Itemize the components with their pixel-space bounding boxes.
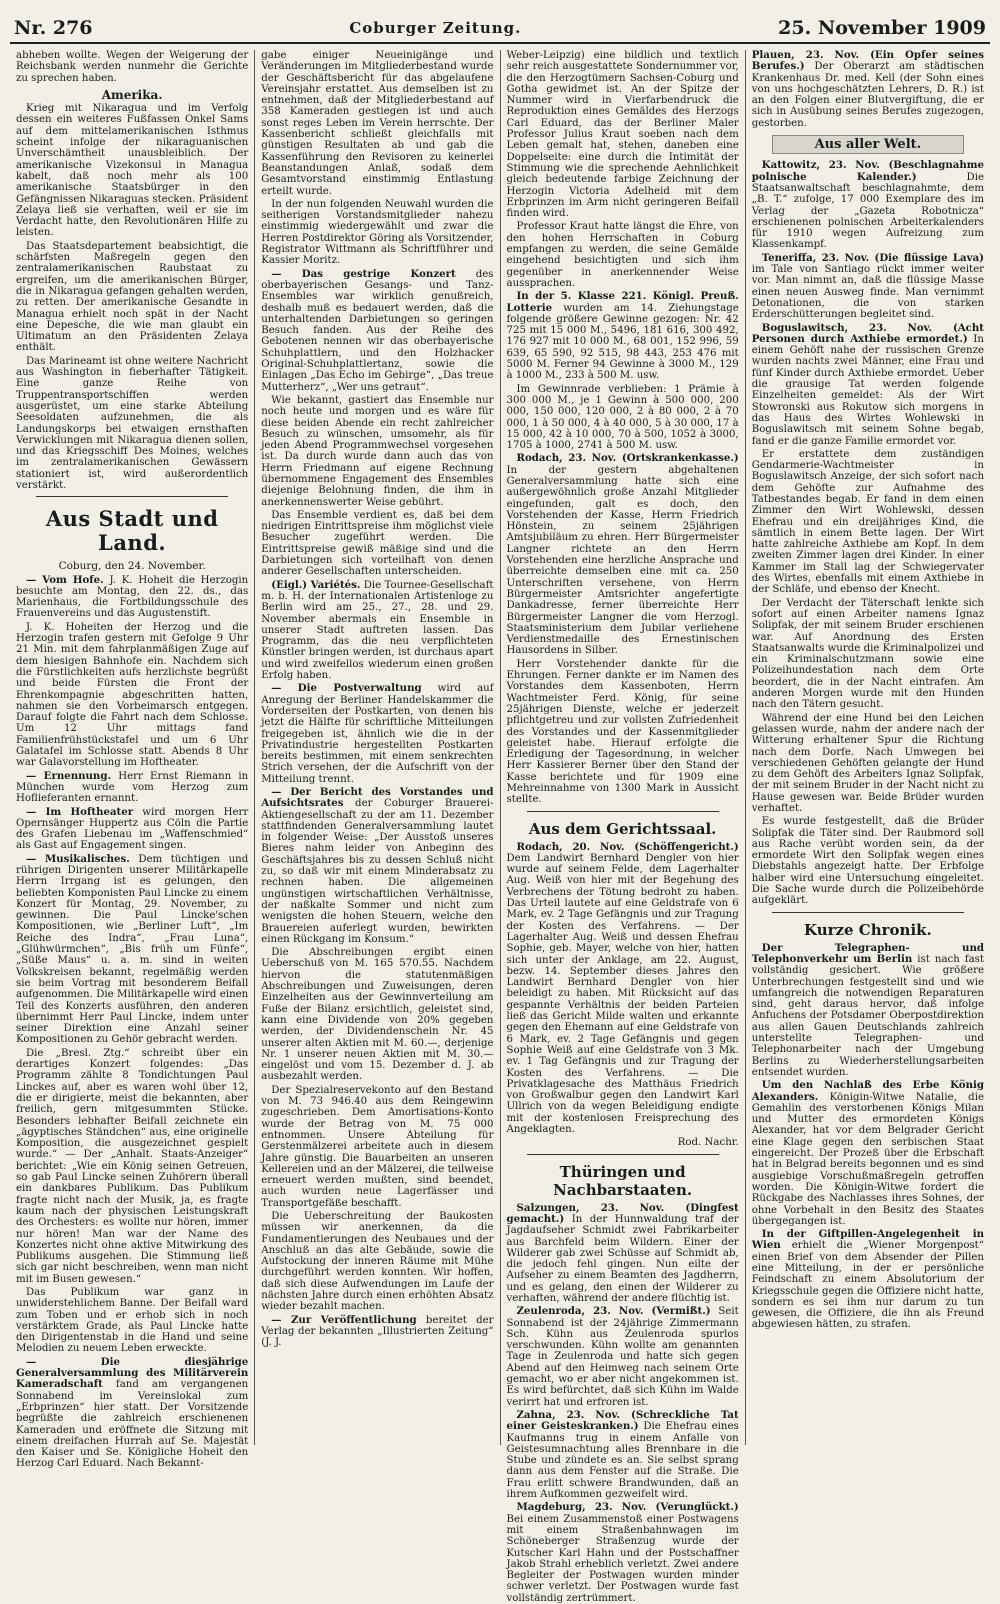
- article-text: Während der eine Hund bei den Leichen gelassen wurde, nahm der andere nach der Witterung erhaltener Spur die Richtung nach dem Dorfe. Nach Umwegen bei verschiedenen Gehöften gelangte der Hund zu dem Gehöft des Arbeiters Ignaz Solipfak, der mit seinem Bruder in der Nacht nicht zu Hause gewesen war. Beide Brüder wurden verhaftet.: [751, 712, 984, 814]
- section-heading-gerichtssaal: Aus dem Gerichtssaal.: [528, 819, 717, 838]
- item-heading: Boguslawitsch, 23. Nov. (Acht Personen durch Axthiebe ermordet.): [751, 321, 984, 345]
- issue-number: Nr. 276: [14, 17, 93, 39]
- section-heading-amerika: Amerika.: [101, 87, 163, 102]
- item-heading: — Die diesjährige Generalversammlung des Militärverein Kameradschaft: [16, 1355, 249, 1391]
- article-text: Krieg mit Nikaragua und im Verfolg dessen ein weiteres Fußfassen Onkel Sams auf dem mittelamerikanischen Isthmus scheint infolge der nikaraguanischen Unverschämtheit unausbleiblich. Der amerikanische Vizekonsul in Managua kabelt, daß noch mehr als 100 amerikanische Staatsbürger in den Gefängnissen Nikaraguas stecken. Präsident Zelaya ließ sie verhaften, weil er sie im Verdacht hatte, den Revolutionären Hilfe zu leisten.: [16, 103, 249, 239]
- item-heading: — Im Hoftheater: [26, 805, 134, 818]
- article-text: Weber-Leipzig) eine bildlich und textlich sehr reich ausgestattete Sondernummer vor, die den Herzogtümern Sachsen-Coburg und Gotha gewidmet ist. An der Spitze der Nummer wird in Vierfarbendruck die Reproduktion eines Gemäldes des Herzogs Carl Eduard, das der Berliner Maler Professor Julius Kraut soeben nach dem Leben gemalt hat, stehen, daneben eine Doppelseite: eine durch die Intimität der Stimmung wie die sprechende Aehnlichkeit gleich bedeutende farbige Zeichnung der Herzogin Victoria Adelheid mit dem Erbprinzen im Arm nicht geringeren Beifall finden wird.: [506, 50, 739, 220]
- article-text: des oberbayerischen Gesangs- und Tanz-Ensembles war wirklich genußreich, deshalb muß es bedauert werden, daß die unterhaltenden Darbietungen so geringen Besuch fanden. Aus der Reihe des Gebotenen nennen wir das oberbayerische Schuhplattlern, und den Holzhacker Original-Schuhplattlertanz, sowie die Einlagen „Das Echo im Gebirge“, „Das treue Mutterherz“, „Wer uns getraut“.: [261, 268, 494, 393]
- article-text: In der gestern abgehaltenen Generalversammlung hatte sich eine außergewöhnlich große Anzahl Mitglieder eingefunden, galt es doch, den Vorstehenden der Kasse, Herrn Friedrich Hönstein, zu seinem 25jährigen Amtsjubiläum zu ehren. Herr Bürgermeister Langner richtete an den Herrn Vorstehenden eine herzliche Ansprache und überreichte demselben eine mit ca. 250 Unterschriften versehene, von Herrn Bürgermeister Amtsrichter angefertigte Dankadresse, ferner überreichte Herr Bürgermeister Langner die vom Herzogl. Staatsministerium dem Jubilar verliehene Verdienstmedaille des Ernestinischen Hausordens in Silber.: [506, 464, 739, 657]
- article-text: Wie bekannt, gastiert das Ensemble nur noch heute und morgen und es wäre für diese beiden Abende ein recht zahlreicher Besuch zu wünschen, umsomehr, als für jeden Abend Programmwechsel vorgesehen ist. Da durch wurde dann auch das von Herrn Friedmann auf eigene Rechnung übernommene Engagement des Ensembles diejenige Belohnung finden, die ihm in anerkennenswerter Weise gebührt.: [261, 394, 494, 508]
- article-text: Dem tüchtigen und rührigen Dirigenten unserer Militärkapelle Herrn Irrgang ist es gelungen, den beliebten Komponisten Paul Lincke zu einem Konzert für Montag, 29. November, zu gewinnen. Die Paul Lincke'schen Kompositionen, wie „Berliner Luft“, „Im Reiche des Indra“, „Frau Luna“, „Glühwürmchen“, „Bis früh um Fünfe“, „Süße Maus“ u. a. m. sind in weiten Volkskreisen bekannt, regelmäßig werden sie beim Vortrag mit besonderem Beifall aufgenommen. Die Militärkapelle wird einen Teil des Konzerts ausführen, den anderen übernimmt Herr Paul Lincke, indem unter seiner Direktion eine Anzahl seiner Kompositionen zu Gehör gebracht werden.: [16, 853, 249, 1046]
- item-heading: — Das gestrige Konzert: [271, 267, 456, 280]
- article-text: J. K. Hoheiten der Herzog und die Herzogin trafen gestern mit Gefolge 9 Uhr 21 Min. mit dem fahrplanmäßigen Zuge auf dem hiesigen Bahnhofe ein. Nachdem sich die Fürstlichkeiten aufs herzlichste begrüßt und beide Fürsten die Front der Ehrenkompagnie abgeschritten hatten, nahmen sie den Vorbeimarsch entgegen. Darauf folgte die Fahrt nach dem Schlosse. Um 12 Uhr mittags fand Familienfrühstückstafel und um 6 Uhr Galatafel im Schlosse statt. Abends 8 Uhr war Galavorstellung im Hoftheater.: [16, 621, 249, 769]
- article-text: Herr Ernst Riemann in München wurde vom Herzog zum Hoflieferanten ernannt.: [16, 770, 249, 805]
- article-text: In der nun folgenden Neuwahl wurden die seitherigen Vorstandsmitglieder nahezu einstimmig wiedergewählt und zwar die Herren Postdirektor Göring als Vorsitzender, Registrator Wittmann als Schriftführer und Kassier Moritz.: [261, 198, 494, 267]
- item-heading: In der 5. Klasse 221. Königl. Preuß. Lotterie: [506, 290, 739, 314]
- article-author: Rod. Nachr.: [677, 1137, 739, 1149]
- item-heading: — Die Postverwaltung: [271, 682, 422, 695]
- dateline: Coburg, den 24. November.: [58, 560, 206, 573]
- article-text: Im Gewinnrade verblieben: 1 Prämie à 300 000 M., je 1 Gewinn à 500 000, 200 000, 150 000, 120 000, 2 à 80 000, 2 à 70 000, 1 à 50 000, 4 à 40 000, 5 à 30 000, 17 à 15 000, 42 à 10 000, 70 à 500, 1052 à 3000, 1705 à 1000, 2741 à 500 M. usw.: [506, 383, 739, 452]
- article-text: Professor Kraut hatte längst die Ehre, von den hohen Herrschaften in Coburg empfangen zu werden, die seine Gemälde eingehend besichtigten und sich ihm gegenüber in anerkennender Weise aussprachen.: [506, 221, 739, 289]
- article-text: J. K. Hoheit die Herzogin besuchte am Montag, den 22. ds., das Marienhaus, die Fortbildungsschule des Frauenvereins und das Augustenstift.: [16, 574, 249, 620]
- article-text: In der Hunnwaldung traf der Jagdaufseher Schmidt zwei Fabrikarbeiter aus Barchfeld beim Wildern. Einer der Wilderer gab zwei Schüsse auf Schmidt ab, die jedoch fehl gingen. Nun eilte der Aufseher zu einem Beamten des Jagdherrn, und es gelang, den einen der Wilderer zu verhaften, während der andere flüchtig ist.: [506, 1213, 739, 1304]
- item-heading: Magdeburg, 23. Nov. (Verunglückt.): [516, 1501, 739, 1514]
- article-text: erhielt die „Wiener Morgenpost“ einen Brief von dem Absender der Pillen eine Mitteilung, in der er persönliche Feindschaft zu einem Absolutorium der Kriegsschule gegen die Offiziere nicht hatte, sondern es sei ihm nur darum zu tun gewesen, die Offiziere, die ihn als Freund abgewiesen hätten, zu strafen.: [751, 1240, 984, 1331]
- article-text: Königin-Witwe Natalie, die Gemahlin des verstorbenen Königs Milan und Mutter des ermordeten Königs Alexander, hat vor dem Belgrader Gericht eine Klage gegen den serbischen Staat eingereicht. Der Prozeß über die Erbschaft hat in Belgrad bereits begonnen und es sind ausgiebige Vorschußmaßregeln getroffen worden. Die Königin-Witwe fordert die Rückgabe des Nachlasses ihres Sohnes, der ohne Vorbehalt in den Besitz des Staates übergegangen ist.: [751, 1091, 984, 1227]
- article-text: ist nach fast vollständig gesichert. Wie größere Unterbrechungen festgestellt sind und wie umfangreich die notwendigen Reparaturen sind, geht daraus hervor, daß infolge Anfuchens der Potsdamer Oberpostdirektion aus allen Gauen Deutschlands zahlreich unterstellte Telegraphen- und Telephonarbeiter nach der Umgebung Berlins zu Wiederherstellungsarbeiten entsendet wurden.: [751, 953, 984, 1078]
- masthead: [10, 14, 990, 44]
- item-heading: Teneriffa, 23. Nov. (Die flüssige Lava): [761, 251, 984, 264]
- article-text: Dem Landwirt Bernhard Dengler von hier wurde auf seinem Felde, dem Lagerhalter Aug. Weiß von hier mit der Begehung des Verbrechens der Tötung bedroht zu haben. Das Urteil lautete auf eine Geldstrafe von 6 Mark, ev. 2 Tage Gefängnis und zur Tragung der Kosten des Verfahrens. — Der Lagerhalter Aug. Weiß und dessen Ehefrau Sophie, geb. Mayer, welche von hier, hatten sich unter der Anklage, am 22. August, bezw. 14. September dieses Jahres den Landwirt Bernhard Dengler von hier beleidigt zu haben. Mit Rücksicht auf das gespannte Verhältnis der beiden Parteien ließ das Gericht Milde walten und erkannte gegen den Ehemann auf eine Geldstrafe von 6 Mark, ev. 2 Tage Gefängnis und gegen Sophie Weiß auf eine Geldstrafe von 3 Mk. ev. 1 Tag Gefängnis und zur Tragung der Kosten des Verfahrens. — Die Privatklagesache des Matthäus Friedrich von Großwalbur gegen den Landwirt Karl Ullrich von da wegen Beleidigung endigte mit der kostenlosen Freisprechung des Angeklagten.: [506, 852, 739, 1136]
- article-text: gabe einiger Neueinigänge und Veränderungen im Mitgliederbestand wurde der Geschäftsbericht für das abgelaufene Vereinsjahr erstattet. Aus demselben ist zu entnehmen, daß der Mitgliederbestand auf 358 Kameraden gestiegen ist und auch sonst reges Leben im Verein herrschte. Der Kassenbericht schließt gleichfalls mit günstigen Resultaten ab und gab die Kassenführung den Revisoren zu keinerlei Beanstandungen Anlaß, sodaß dem Gesamtvorstand einstimmig Entlastung erteilt wurde.: [261, 50, 494, 197]
- column-1: [10, 50, 254, 1470]
- article-text: bereitet der Verlag der bekannten „Illustrierten Zeitung“ (J. J.: [261, 1314, 494, 1349]
- article-text: Das Marineamt ist ohne weitere Nachricht aus Washington in fieberhafter Tätigkeit. Eine ganze Reihe von Truppentransportschiffen werden ausgerüstet, um eine starke Abteilung Seesoldaten aufzunehmen, die als Landungskorps bei etwaigen ernsthaften Verwicklungen mit Nikaragua dienen sollen, und das Kriegsschiff Des Moines, welches im zentralamerikanischen Gewässern stationiert ist, wird außerordentlich verstärkt.: [16, 355, 249, 491]
- section-heading-thueringen: Thüringen und Nachbarstaaten.: [553, 1162, 693, 1199]
- article-text: der Coburger Brauerei-Aktiengesellschaft zu der am 11. Dezember stattfindenden Generalversammlung lautet in folgender Weise: „Der Ausstoß unseres Bieres nahm leider von Anbeginn des Geschäftsjahres bis zu dessen Schluß nicht zu, so daß wir mit einem Minderabsatz zu rechnen haben. Die allgemeinen ungünstigen wirtschaftlichen Verhältnisse, der naßkalte Sommer und nicht zum wenigsten die hohen Steuern, welche den Brauereien auferlegt wurden, bewirkten einen Rückgang im Konsum.“: [261, 798, 494, 945]
- article-text: Die „Bresl. Ztg.“ schreibt über ein derartiges Konzert folgendes: „Das Programm zählte 8 Tondichtungen Paul Linckes auf, aber es waren wohl über 12, die er dirigierte, meist die bekannten, aber freilich, gern mitgesummten Stücke. Besonders lebhafter Beifall zeichnete ein „ägyptisches Ständchen“ aus, eine originelle Komposition, die ausgezeichnet gespielt wurde.“ — Der „Anhalt. Staats-Anzeiger“ berichtet: „Wie ein König seinen Getreuen, so gab Paul Lincke seinen Zuhörern überall ein dankbares Publikum. Das Publikum fragte nicht nach der Musik, ja, es fragte kaum nach der physischen Leistungskraft des Orchesters: es wollte nur hören, immer nur hören! Man war der Name des Konzertes nicht ohne aktive Mitwirkung des Publikums ausgehen. Die Stimmung ließ sich gar nicht beschreiben, wenn man nicht mit im Busen gewesen.“: [16, 1047, 249, 1285]
- item-heading: Rodach, 20. Nov. (Schöffengericht.): [516, 840, 739, 853]
- article-text: Bei einem Zusammenstoß einer Postwagens mit einem Straßenbahnwagen im Schöneberger Straßenzug wurde der Kutscher Karl Hahn und der Postschaffner Jakob Strahl erheblich verletzt. Zwei andere Begleiter der Postwagen wurden minder schwer verletzt. Der Postwagen wurde fast vollständig zertrümmert.: [506, 1513, 739, 1604]
- article-text: abheben wollte. Wegen der Weigerung der Reichsbank werden nunmehr die Gerichte zu sprechen haben.: [16, 50, 249, 84]
- article-text: Der Verdacht der Täterschaft lenkte sich sofort auf einen Arbeiter namens Ignaz Solipfak, der mit seinem Bruder erschienen war. Auf Anordnung des Ersten Staatsanwalts wurde die Kriminalpolizei und ein Kriminalschutzmann sowie eine Polizeihundestation nach dem Orte beordert, die in der Nacht eintrafen. Am anderen Morgen wurde mit den Hunden nach den Tätern gesucht.: [751, 597, 984, 711]
- article-text: Der Oberarzt am städtischen Krankenhaus Dr. med. Kell (der Sohn eines von uns hochgeschätzten Lehrers, D. R.) ist an den Folgen einer Blutvergiftung, die er sich in Ausübung seines Berufes zugezogen, gestorben.: [751, 61, 985, 129]
- item-heading: Kattowitz, 23. Nov. (Beschlagnahme polnische Kalender.): [751, 159, 984, 183]
- article-text: Die Tournee-Gesellschaft m. b. H. der Internationalen Artistenloge zu Berlin wird am 25., 27., 28. und 29. November abermals ein Ensemble in unserer Stadt auftreten lassen. Das Programm, das die neu verpflichteten Künstler bringen werden, ist durchaus apart und wird zweifellos wiederum einen großen Erfolg haben.: [261, 579, 494, 682]
- article-text: Der Spezialreservekonto auf den Bestand von M. 73 946.40 aus dem Reingewinn zugeschrieben. Dem Amortisations-Konto wurde der Betrag von M. 75 000 entnommen. Unsere Abteilung für Gerstenmälzerei arbeitete auch in diesem Jahre günstig. Die Bauarbeiten an unseren Kellereien und an der Mälzerei, die teilweise erneuert werden mußten, sind beendet, auch wurden neue Lagerfässer und Transportgefäße beschafft.: [261, 1084, 494, 1209]
- article-text: Die Abschreibungen ergibt einen Ueberschuß von M. 165 570.55. Nachdem hiervon die statutenmäßigen Abschreibungen und Zuweisungen, deren Einzelheiten aus der Gewinnverteilung am Fuße der Bilanz ersichtlich, geleistet sind, kann eine Dividende von 20% gegeben werden, der Dividendenschein Nr. 45 unserer alten Aktien mit M. 60.—, derjenige Nr. 1 unserer neuen Aktien mit M. 30.— eingelöst und vom 15. Dezember d. J. ab ausbezahlt werden.: [261, 947, 494, 1083]
- item-heading: Um den Nachlaß des Erbe König Alexanders.: [751, 1079, 984, 1103]
- article-text: Das Ensemble verdient es, daß bei dem niedrigen Eintrittspreise ihm möglichst viele Besucher zugeführt werden. Die Eintrittspreise gewiß mäßige sind und die Darbietungen sich vorteilhaft von denen anderer Gesellschaften unterscheiden.: [261, 509, 494, 578]
- item-heading: Zeulenroda, 23. Nov. (Vermißt.): [516, 1305, 711, 1318]
- item-heading: — Vom Hofe.: [26, 573, 104, 586]
- section-heading-aller-welt: Aus aller Welt.: [772, 135, 964, 154]
- item-heading: Salzungen, 23. Nov. (Dingfest gemacht.): [506, 1201, 739, 1225]
- item-heading: Rodach, 23. Nov. (Ortskrankenkasse.): [516, 452, 739, 465]
- item-heading: — Zur Veröffentlichung: [271, 1313, 417, 1326]
- item-heading: — Ernennung.: [26, 769, 111, 782]
- item-heading: In der Giftpillen-Angelegenheit in Wien: [751, 1228, 984, 1252]
- newspaper-title: Coburger Zeitung.: [349, 19, 522, 37]
- article-text: fand am vergangenen Sonnabend im Vereinslokal zum „Erbprinzen“ hier statt. Der Vorsitzende begrüßte die zahlreich erschienenen Kameraden und eröffnete die Sitzung mit einem dreifachen Hurrah auf Se. Majestät den Kaiser und Se. Königliche Hoheit den Herzog Carl Eduard. Nach Bekannt-: [16, 1379, 249, 1470]
- columns: [10, 49, 990, 1604]
- divider: [527, 1154, 719, 1155]
- item-heading: Zahna, 23. Nov. (Schreckliche Tat einer Geisteskranken.): [506, 1408, 739, 1433]
- article-text: wird auf Anregung der Berliner Handelskammer die Vorderseiten der Postkarten, von denen bis jetzt die Hälfte für schriftliche Mitteilungen freigegeben ist, ähnlich wie die in der Privatindustrie hergestellten Postkarten bereits bestimmen, mit einem senkrechten Strich versehen, der die Aufschrift von der Mitteilung trennt.: [261, 683, 494, 785]
- article-text: Die Ueberschreitung der Baukosten müssen wir anerkennen, da die Fundamentierungen des Neubaues und der Anschluß an das alte Gebäude, sowie die Aufstockung der inneren Räume mit Mühe durchgeführt werden konnten. Wir hoffen, daß sich diese Aufwendungen im Laufe der nächsten Jahre durch einen erhöhten Absatz wieder bezahlt machen.: [261, 1210, 494, 1313]
- section-heading-kurze-chronik: Kurze Chronik.: [803, 920, 932, 939]
- article-text: Er erstattete dem zuständigen Gendarmerie-Wachtmeister in Boguslawitsch Anzeige, der sich sofort nach dem Gehöfte zur Aufnahme des Tatbestandes begab. Er fand in dem einen Zimmer den Wirt Wohlewski, dessen Ehefrau und ein dreijähriges Kind, die sämtlich in einem Bette lagen. Der Wirt hatte zahlreiche Axthiebe am Kopf. In dem zweiten Zimmer lagen drei Kinder. In einer Kammer im Stall lag der Schwiegervater des Wirtes, ebenfalls mit einem Axthiebe in der Schläfe, und ebenso der Knecht.: [751, 448, 984, 596]
- column-3: [500, 50, 745, 1604]
- column-4: [745, 50, 990, 1445]
- article-text: Das Publikum war ganz in unwiderstehlichem Banne. Der Beifall ward zum Toben und er erhob sich in noch verstärktem Grade, als Paul Lincke hatte den Dirigentenstab in die Hand und seine Melodien zu neuem Leben erweckte.: [16, 1286, 249, 1355]
- item-heading: Plauen, 23. Nov. (Ein Opfer seines Berufes.): [751, 49, 984, 73]
- article-text: Es wurde festgestellt, daß die Brüder Solipfak die Täter sind. Der Raubmord soll aus Rache verübt worden sein, da der ermordete Wirt den Solipfak wegen eines Diebstahls angezeigt hatte. Der Erbfolge halber wird eine Untersuchung eingeleitet. Die Sache wurde durch die Polizeibehörde aufgeklärt.: [751, 816, 984, 907]
- article-text: Das Staatsdepartement beabsichtigt, die schärfsten Maßregeln gegen den zentralamerikanischen Raubstaat zu ergreifen, um die amerikanischen Bürger, die in Nikaragua gefangen gehalten werden, zu retten. Der amerikanische Gesandte in Managua erhielt noch spät in der Nacht eine Depesche, die wie man glaubt ein Ultimatum an den Präsidenten Zelaya enthält.: [16, 240, 249, 354]
- article-text: wurden am 14. Ziehungstage folgende größere Gewinne gezogen: Nr. 42 725 mit 15 000 M., 5496, 181 616, 300 492, 176 927 mit 10 000 M., 68 001, 152 996, 59 639, 65 590, 92 515, 98 443, 253 476 mit 5000 M. Ferner 94 Gewinne à 3000 M., 129 à 1000 M., 233 à 500 M. usw.: [506, 302, 739, 382]
- article-text: Die Staatsanwaltschaft beschlagnahmte, dem „B. T.“ zufolge, 17 000 Exemplare des im Verlag der „Gazeta Robotnicza“ erschienenen polnischen Arbeiterkalenders für 1910 wegen Aufreizung zum Klassenkampf.: [751, 171, 984, 251]
- article-text: In einem Gehöft nahe der russischen Grenze wurden nachts zwei Männer, eine Frau und fünf Kinder durch Axthiebe ermordet. Ueber die grausige Tat werden folgende Einzelheiten gemeldet: Als der Wirt Stowronski aus Rokutow sich morgens in das Haus des Wirtes Wohlewski in Boguslawitsch mit seinem Sohne begab, fand er die ganze Familie ermordet vor.: [751, 333, 984, 447]
- article-text: wird morgen Herr Opernsänger Huppertz aus Cöln die Partie des Grafen Liebenau im „Waffenschmied“ als Gast auf Engagement singen.: [16, 806, 249, 852]
- item-heading: Der Telegraphen- und Telephonverkehr um Berlin: [751, 941, 984, 965]
- article-text: im Tale von Santiago rückt immer weiter vor. Man nimmt an, daß die flüssige Masse einen neuen Ausweg finde. Man vernimmt Detonationen, die von starken Erderschütterungen begleitet sind.: [751, 264, 984, 321]
- item-heading: — Der Bericht des Vorstandes und Aufsichtsrates: [261, 786, 494, 810]
- issue-date: 25. November 1909: [778, 17, 986, 39]
- article-text: Seit Sonnabend ist der 24jährige Zimmermann Sch. Kühn aus Zeulenroda spurlos verschwunden. Kühn wollte am genannten Tage in Zeulenroda und hatte sich gegen Abend auf den Heimweg nach seinem Orte gemacht, wo er aber nicht angekommen ist. Es wird befürchtet, daß sich Kühn im Walde verirrt hat und erfroren ist.: [506, 1306, 739, 1408]
- divider: [527, 811, 719, 812]
- article-text: Herr Vorstehender dankte für die Ehrungen. Ferner dankte er im Namen des Vorstandes dem Kassenboten, Herrn Wachtmeister Ferd. König, für seine 25jährigen Dienste, welche er jederzeit pflichtgetreu und zur vollsten Zufriedenheit des Vorstandes und der Kassenmitglieder geleistet habe. Hierauf erfolgte die Erledigung der Tagesordnung, in welcher Herr Kassierer Berner über den Stand der Kasse berichtete und für 1909 eine Mehreinnahme von 1300 Mark in Aussicht stellte.: [506, 658, 739, 806]
- article-text: Die Ehefrau eines Kaufmanns trug in einem Anfalle von Geistesumnachtung alles Brennbare in die Stube und zündete es an. Sie selbst sprang dann aus dem Fenster auf die Straße. Die Frau erlitt schwere Brandwunden, daß an ihrem Aufkommen gezweifelt wird.: [506, 1421, 739, 1501]
- divider: [36, 496, 228, 497]
- item-heading: — Musikalisches.: [26, 852, 130, 865]
- item-heading: (Eigl.) Variétés.: [271, 578, 361, 591]
- divider: [772, 912, 964, 913]
- section-heading-stadt-land: Aus Stadt und Land.: [45, 506, 219, 556]
- column-2: [254, 50, 499, 1445]
